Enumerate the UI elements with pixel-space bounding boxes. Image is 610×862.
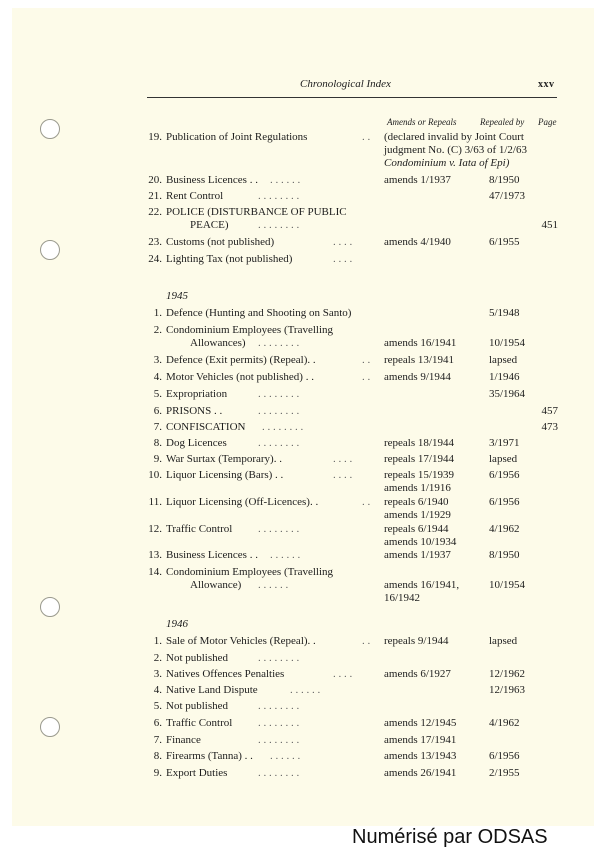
row-repealed: 10/1954: [489, 337, 526, 349]
row-repealed: 12/1963: [489, 684, 526, 696]
row-number: 23.: [148, 236, 162, 248]
year-heading-1946: 1946: [166, 618, 188, 630]
scan-watermark: Numérisé par ODSAS: [352, 826, 548, 848]
leader-dots: . . . . . .: [270, 174, 301, 186]
leader-dots: . . . .: [333, 236, 353, 248]
row-number: 8.: [153, 750, 162, 762]
row-repealed: 2/1955: [489, 767, 520, 779]
leader-dots: . . . . . . . .: [258, 734, 300, 746]
row-title: Not published: [166, 700, 229, 712]
row-repealed: 4/1962: [489, 717, 520, 729]
row-repealed: 47/1973: [489, 190, 526, 202]
row-number: 2.: [153, 652, 162, 664]
row-number: 21.: [148, 190, 162, 202]
row-title: Lighting Tax (not published): [166, 253, 293, 265]
binder-hole-icon: [40, 597, 60, 617]
row-number: 4.: [153, 371, 162, 383]
row-title: Traffic Control: [166, 523, 233, 535]
leader-dots: . . . . . . . .: [258, 523, 300, 535]
row-amends-line2: judgment No. (C) 3/63 of 1/2/63: [384, 144, 527, 156]
row-repealed: 6/1956: [489, 469, 520, 481]
row-repealed: lapsed: [489, 453, 518, 465]
row-amends: amends 26/1941: [384, 767, 457, 779]
row-number: 13.: [148, 549, 162, 561]
row-amends: amends 16/1941,: [384, 579, 460, 591]
leader-dots: . . . . . . . .: [258, 388, 300, 400]
row-number: 6.: [153, 717, 162, 729]
row-title: War Surtax (Temporary). .: [166, 453, 282, 465]
row-title-line2: PEACE): [190, 219, 229, 231]
row-amends: amends 6/1927: [384, 668, 451, 680]
row-number: 5.: [153, 700, 162, 712]
row-title: Native Land Dispute: [166, 684, 258, 696]
row-title: Natives Offences Penalties: [166, 668, 285, 680]
row-repealed: 6/1956: [489, 750, 520, 762]
leader-dots: . . . . . . . .: [258, 717, 300, 729]
row-title: Defence (Hunting and Shooting on Santo): [166, 307, 352, 319]
column-header-amends: Amends or Repeals: [387, 117, 457, 127]
row-repealed: 35/1964: [489, 388, 526, 400]
row-title: Expropriation: [166, 388, 228, 400]
header-page-number: xxv: [538, 79, 555, 90]
row-repealed: 10/1954: [489, 579, 526, 591]
row-number: 8.: [153, 437, 162, 449]
row-title: Liquor Licensing (Off-Licences). .: [166, 496, 319, 508]
row-title: Condominium Employees (Travelling: [166, 566, 334, 578]
row-amends: repeals 18/1944: [384, 437, 454, 449]
leader-dots: . . . .: [333, 469, 353, 481]
row-amends: repeals 17/1944: [384, 453, 454, 465]
row-number: 24.: [148, 253, 162, 265]
row-amends: repeals 15/1939: [384, 469, 454, 481]
row-repealed: 8/1950: [489, 174, 520, 186]
leader-dots: . .: [362, 635, 371, 647]
row-number: 4.: [153, 684, 162, 696]
column-header-repealed: Repealed by: [480, 117, 525, 127]
row-number: 20.: [148, 174, 162, 186]
row-number: 1.: [153, 307, 162, 319]
row-number: 3.: [153, 354, 162, 366]
row-title: PRISONS . .: [166, 405, 223, 417]
row-amends-line2: amends 10/1934: [384, 536, 457, 548]
row-title: Condominium Employees (Travelling: [166, 324, 334, 336]
row-title: Liquor Licensing (Bars) . .: [166, 469, 284, 481]
row-amends: repeals 6/1944: [384, 523, 449, 535]
leader-dots: . . . . . . . .: [258, 190, 300, 202]
row-repealed: lapsed: [489, 354, 518, 366]
row-title: Business Licences . .: [166, 174, 258, 186]
column-header-page: Page: [538, 117, 557, 127]
row-page: 473: [541, 421, 558, 433]
leader-dots: . . . . . .: [270, 549, 301, 561]
leader-dots: . . . . . .: [290, 684, 321, 696]
leader-dots: . . . . . .: [270, 750, 301, 762]
row-amends: amends 13/1943: [384, 750, 457, 762]
row-title: POLICE (DISTURBANCE OF PUBLIC: [166, 206, 347, 218]
row-repealed: 12/1962: [489, 668, 526, 680]
row-title: Publication of Joint Regulations: [166, 131, 308, 143]
row-title: Defence (Exit permits) (Repeal). .: [166, 354, 316, 366]
row-amends-line2: amends 1/1929: [384, 509, 451, 521]
row-repealed: 4/1962: [489, 523, 520, 535]
row-amends-line2: amends 1/1916: [384, 482, 451, 494]
row-amends: repeals 6/1940: [384, 496, 449, 508]
leader-dots: . . . . . . . .: [258, 700, 300, 712]
row-amends: (declared invalid by Joint Court: [384, 131, 524, 143]
row-repealed: 8/1950: [489, 549, 520, 561]
row-amends: amends 12/1945: [384, 717, 457, 729]
row-number: 7.: [153, 734, 162, 746]
row-repealed: lapsed: [489, 635, 518, 647]
row-repealed: 6/1955: [489, 236, 520, 248]
leader-dots: . . . . . . . .: [262, 421, 304, 433]
leader-dots: . . . . . . . .: [258, 767, 300, 779]
row-title: Not published: [166, 652, 229, 664]
binder-hole-icon: [40, 717, 60, 737]
row-title: Sale of Motor Vehicles (Repeal). .: [166, 635, 316, 647]
leader-dots: . . . . . .: [258, 579, 289, 591]
row-number: 9.: [153, 453, 162, 465]
row-amends: amends 1/1937: [384, 549, 451, 561]
header-rule: [147, 97, 557, 98]
row-number: 22.: [148, 206, 162, 218]
row-title: Motor Vehicles (not published) . .: [166, 371, 314, 383]
row-number: 3.: [153, 668, 162, 680]
row-title: Customs (not published): [166, 236, 275, 248]
row-number: 5.: [153, 388, 162, 400]
row-title: Rent Control: [166, 190, 224, 202]
row-amends-line2: 16/1942: [384, 592, 421, 604]
row-title: Firearms (Tanna) . .: [166, 750, 253, 762]
leader-dots: . . . . . . . .: [258, 219, 300, 231]
row-title: Business Licences . .: [166, 549, 258, 561]
leader-dots: . . . . . . . .: [258, 405, 300, 417]
row-number: 7.: [153, 421, 162, 433]
row-repealed: 3/1971: [489, 437, 520, 449]
leader-dots: . .: [362, 131, 371, 143]
leader-dots: . . . . . . . .: [258, 437, 300, 449]
binder-hole-icon: [40, 119, 60, 139]
row-title-line2: Allowances): [190, 337, 246, 349]
leader-dots: . .: [362, 371, 371, 383]
row-number: 10.: [148, 469, 162, 481]
row-number: 2.: [153, 324, 162, 336]
leader-dots: . . . .: [333, 253, 353, 265]
row-amends: repeals 13/1941: [384, 354, 454, 366]
row-title: Finance: [166, 734, 201, 746]
row-number: 14.: [148, 566, 162, 578]
row-amends-line3: Condominium v. Iata of Epi): [384, 157, 510, 169]
row-number: 6.: [153, 405, 162, 417]
row-number: 19.: [148, 131, 162, 143]
leader-dots: . . . . . . . .: [258, 337, 300, 349]
leader-dots: . . . .: [333, 453, 353, 465]
row-title: Traffic Control: [166, 717, 233, 729]
row-amends: amends 9/1944: [384, 371, 451, 383]
row-title-line2: Allowance): [190, 579, 242, 591]
leader-dots: . .: [362, 496, 371, 508]
row-number: 9.: [153, 767, 162, 779]
row-amends: amends 17/1941: [384, 734, 457, 746]
binder-hole-icon: [40, 240, 60, 260]
row-page: 457: [541, 405, 558, 417]
row-number: 1.: [153, 635, 162, 647]
leader-dots: . . . .: [333, 668, 353, 680]
row-amends: amends 16/1941: [384, 337, 457, 349]
leader-dots: . . . . . . . .: [258, 652, 300, 664]
row-amends: repeals 9/1944: [384, 635, 449, 647]
row-title: Dog Licences: [166, 437, 227, 449]
row-title: CONFISCATION: [166, 421, 246, 433]
row-repealed: 6/1956: [489, 496, 520, 508]
row-repealed: 5/1948: [489, 307, 520, 319]
row-repealed: 1/1946: [489, 371, 520, 383]
row-amends: amends 4/1940: [384, 236, 451, 248]
row-title: Export Duties: [166, 767, 228, 779]
row-number: 12.: [148, 523, 162, 535]
leader-dots: . .: [362, 354, 371, 366]
row-amends: amends 1/1937: [384, 174, 451, 186]
header-title: Chronological Index: [300, 78, 391, 90]
row-page: 451: [541, 219, 558, 231]
year-heading-1945: 1945: [166, 290, 188, 302]
row-number: 11.: [148, 496, 162, 508]
